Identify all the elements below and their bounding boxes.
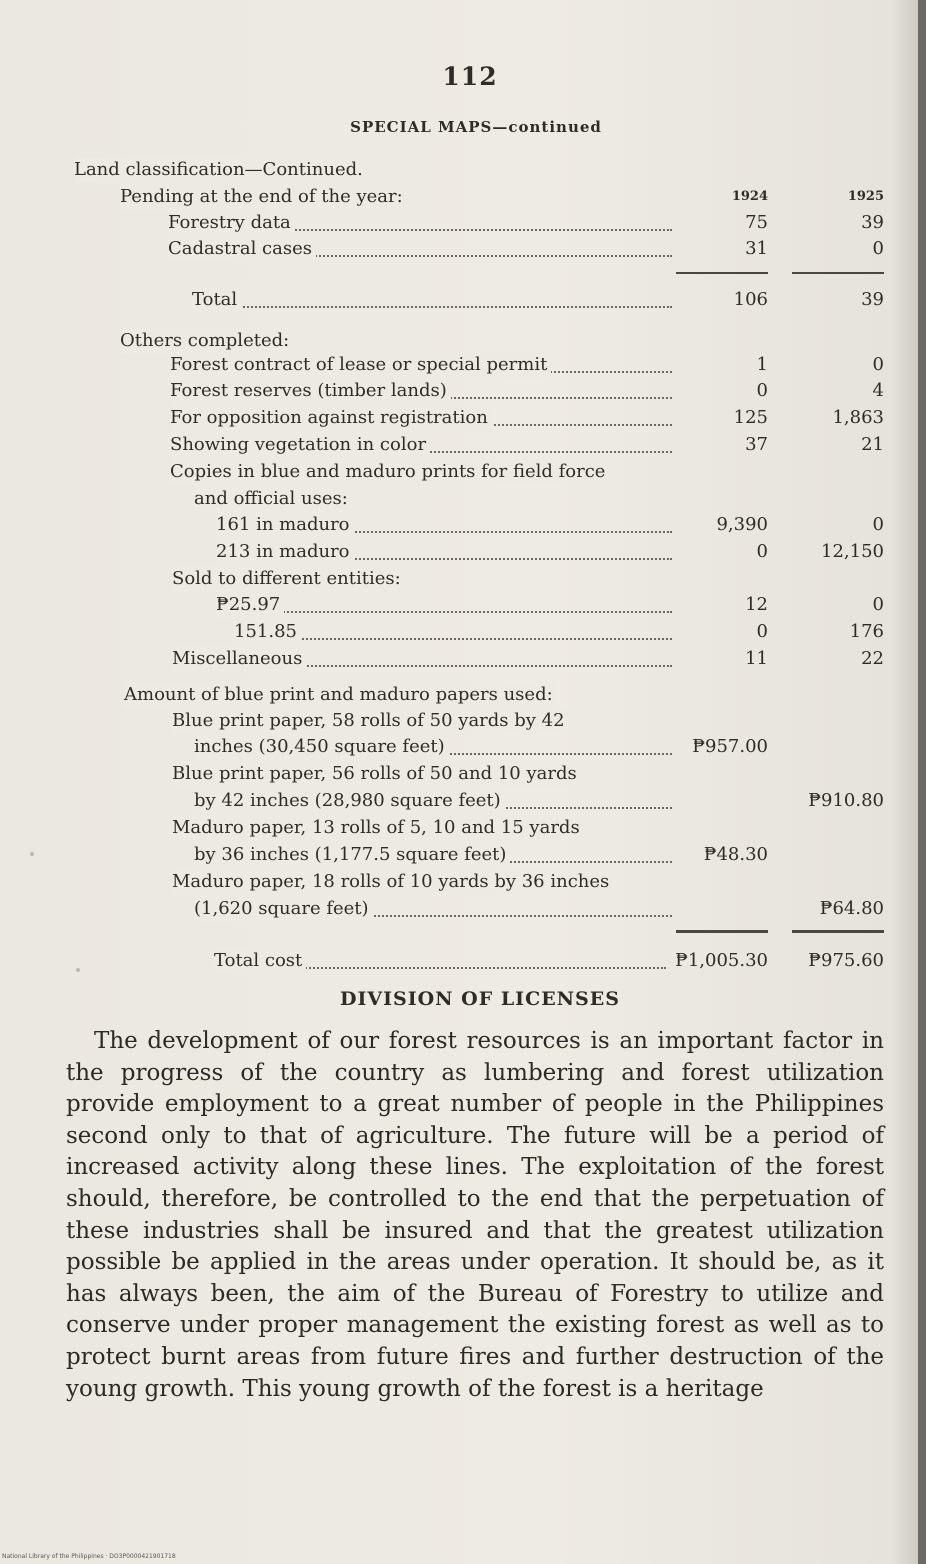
row-label: Maduro paper, 18 rolls of 10 yards by 36 inches bbox=[172, 869, 613, 895]
row-label: (1,620 square feet) bbox=[194, 896, 373, 922]
row-cadastral-cases bbox=[168, 236, 926, 262]
value-1925: 4 bbox=[872, 380, 884, 401]
row-label: Others completed: bbox=[120, 328, 293, 354]
value-1924: 0 bbox=[756, 380, 768, 401]
row-label: Blue print paper, 58 rolls of 50 yards by 42 bbox=[172, 708, 569, 734]
row-label: Copies in blue and maduro prints for field force bbox=[170, 459, 609, 485]
row-copies-line1 bbox=[170, 459, 926, 485]
row-label: Total cost bbox=[214, 948, 306, 974]
value-1925: 0 bbox=[872, 238, 884, 259]
value-1924: ₱957.00 bbox=[692, 736, 768, 757]
row-label: and official uses: bbox=[194, 486, 352, 512]
row-label: Showing vegetation in color bbox=[170, 432, 430, 458]
page-number: 112 bbox=[442, 62, 498, 91]
row-miscellaneous bbox=[172, 646, 926, 672]
table-subtitle bbox=[0, 118, 926, 136]
row-pending bbox=[120, 184, 926, 210]
row-amount bbox=[124, 682, 926, 708]
value-1925: 0 bbox=[872, 514, 884, 535]
value-1925: 176 bbox=[849, 621, 884, 642]
value-1925: 39 bbox=[861, 289, 884, 310]
row-label: Maduro paper, 13 rolls of 5, 10 and 15 yards bbox=[172, 815, 584, 841]
row-copies-line2 bbox=[194, 486, 926, 512]
value-1925: 0 bbox=[872, 354, 884, 375]
value-1925: ₱910.80 bbox=[808, 790, 884, 811]
row-161-maduro bbox=[216, 512, 926, 538]
row-total bbox=[192, 287, 926, 313]
subtitle-caps: SPECIAL MAPS bbox=[350, 118, 493, 136]
value-1925: 21 bbox=[861, 434, 884, 455]
column-header-1925: 1925 bbox=[847, 189, 884, 204]
row-land-classification bbox=[74, 157, 926, 183]
row-md18-line2 bbox=[194, 896, 926, 922]
value-1925: 12,150 bbox=[821, 541, 884, 562]
footer-credit: National Library of the Philippines · DO3P0000421901718 bbox=[2, 1553, 176, 1560]
row-label: by 36 inches (1,177.5 square feet) bbox=[194, 842, 510, 868]
value-1924: 0 bbox=[756, 621, 768, 642]
speck bbox=[30, 852, 34, 856]
row-label: by 42 inches (28,980 square feet) bbox=[194, 788, 505, 814]
total-rule bbox=[676, 930, 768, 933]
row-bp58-line1 bbox=[172, 708, 926, 734]
value-1924: 75 bbox=[745, 212, 768, 233]
speck bbox=[76, 968, 80, 972]
row-md13-line1 bbox=[172, 815, 926, 841]
row-label: Amount of blue print and maduro papers used: bbox=[124, 682, 557, 708]
row-label: Cadastral cases bbox=[168, 236, 316, 262]
value-1924: ₱1,005.30 bbox=[675, 950, 768, 971]
column-header-1924: 1924 bbox=[731, 189, 768, 204]
row-label: ₱25.97 bbox=[216, 592, 284, 618]
row-label: Land classification—Continued. bbox=[74, 157, 367, 183]
value-1924: 106 bbox=[733, 289, 768, 310]
value-1924: 0 bbox=[756, 541, 768, 562]
row-total-cost bbox=[214, 948, 926, 974]
row-label: Total bbox=[192, 287, 241, 313]
row-forestry-data bbox=[168, 210, 926, 236]
row-label: 161 in maduro bbox=[216, 512, 354, 538]
value-1925: 39 bbox=[861, 212, 884, 233]
subtotal-rule bbox=[792, 272, 884, 274]
row-label: inches (30,450 square feet) bbox=[194, 734, 449, 760]
row-bp56-line1 bbox=[172, 761, 926, 787]
value-1925: 22 bbox=[861, 648, 884, 669]
row-others-completed bbox=[120, 328, 926, 354]
row-213-maduro bbox=[216, 539, 926, 565]
value-1924: 125 bbox=[733, 407, 768, 428]
value-1924: ₱48.30 bbox=[703, 844, 768, 865]
value-1924: 11 bbox=[745, 648, 768, 669]
row-p151-85 bbox=[234, 619, 926, 645]
value-1924: 37 bbox=[745, 434, 768, 455]
total-rule bbox=[792, 930, 884, 933]
row-label: Blue print paper, 56 rolls of 50 and 10 yards bbox=[172, 761, 581, 787]
row-label: Miscellaneous bbox=[172, 646, 306, 672]
row-forest-contract bbox=[170, 352, 926, 378]
value-1924: 9,390 bbox=[716, 514, 768, 535]
row-forest-reserves bbox=[170, 378, 926, 404]
row-md13-line2 bbox=[194, 842, 926, 868]
row-bp58-line2 bbox=[194, 734, 926, 760]
row-label: Pending at the end of the year: bbox=[120, 184, 407, 210]
section-heading: DIVISION OF LICENSES bbox=[340, 988, 620, 1010]
row-p25-97 bbox=[216, 592, 926, 618]
row-md18-line1 bbox=[172, 869, 926, 895]
row-vegetation bbox=[170, 432, 926, 458]
subtotal-rule bbox=[676, 272, 768, 274]
row-bp56-line2 bbox=[194, 788, 926, 814]
value-1925: 1,863 bbox=[832, 407, 884, 428]
row-label: Sold to different entities: bbox=[172, 566, 405, 592]
body-paragraph: The development of our forest resources is an important factor in the progress of the country as lumbering and forest utilization provide employment to a great number of people in the Philippines second only to that of agriculture. The future will be a period of increased activity along these lines. The exploitation of the forest should, therefore, be controlled to the end that the perpetuation of these industries shall be insured and that the greatest utilization possible be applied in the areas under operation. It should be, as it has always been, the aim of the Bureau of Forestry to utilize and conserve under proper management the existing forest as well as to protect burnt areas from future fires and further destruction of the young growth. This young growth of the forest is a heritage bbox=[66, 1028, 884, 1402]
row-label: Forest reserves (timber lands) bbox=[170, 378, 451, 404]
row-label: 151.85 bbox=[234, 619, 301, 645]
value-1925: ₱64.80 bbox=[819, 898, 884, 919]
row-label: Forestry data bbox=[168, 210, 295, 236]
row-label: For opposition against registration bbox=[170, 405, 492, 431]
row-sold bbox=[172, 566, 926, 592]
value-1924: 1 bbox=[756, 354, 768, 375]
value-1924: 12 bbox=[745, 594, 768, 615]
value-1924: 31 bbox=[745, 238, 768, 259]
value-1925: 0 bbox=[872, 594, 884, 615]
subtitle-rest: —continued bbox=[492, 118, 602, 136]
row-label: Forest contract of lease or special permit bbox=[170, 352, 551, 378]
row-opposition bbox=[170, 405, 926, 431]
value-1925: ₱975.60 bbox=[808, 950, 884, 971]
row-label: 213 in maduro bbox=[216, 539, 354, 565]
